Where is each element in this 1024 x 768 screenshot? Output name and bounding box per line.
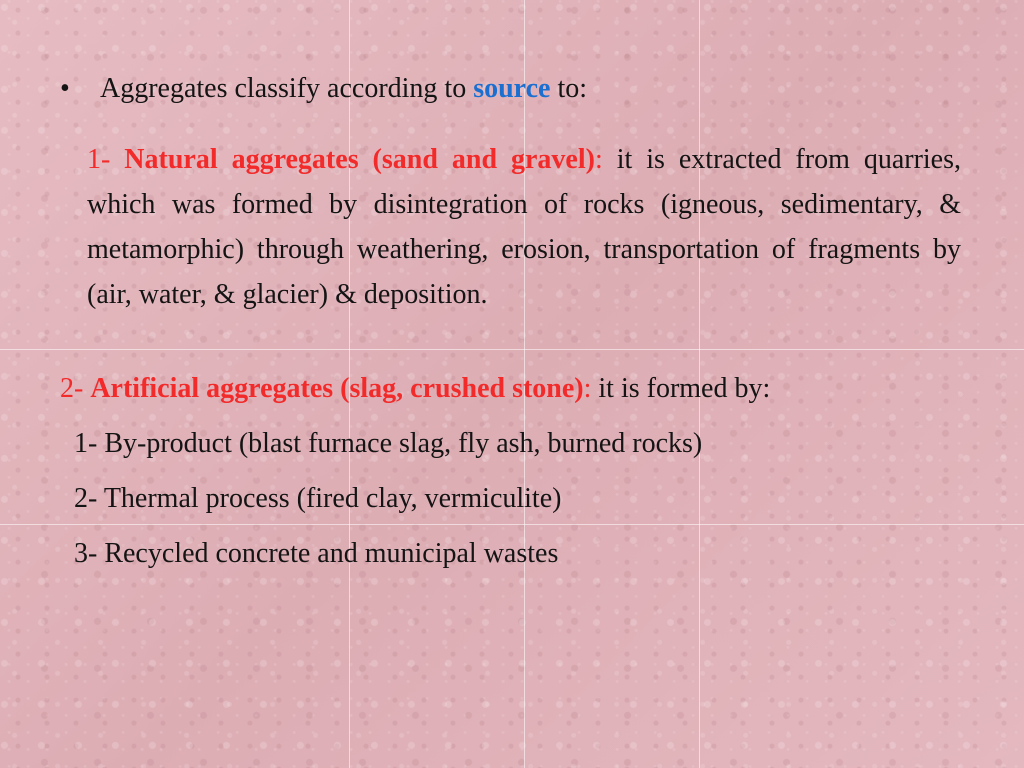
intro-highlight: source	[473, 73, 551, 104]
bullet-icon: •	[60, 73, 70, 104]
artificial-aggregates-line	[60, 370, 770, 408]
subitem-recycled: 3- Recycled concrete and municipal wastes	[74, 538, 559, 569]
natural-heading: Natural aggregates (sand and gravel)	[124, 144, 595, 175]
artificial-number: 2-	[60, 373, 91, 404]
artificial-text: it is formed by:	[591, 373, 771, 404]
intro-suffix: to:	[550, 73, 588, 104]
artificial-colon: :	[583, 373, 592, 404]
subitem-by-product: 1- By-product (blast furnace slag, fly ash, burned rocks)	[74, 428, 703, 459]
natural-aggregates-paragraph	[87, 137, 961, 317]
natural-number: 1-	[87, 144, 125, 175]
subitem-thermal-process: 2- Thermal process (fired clay, vermiculite)	[74, 483, 562, 514]
natural-colon: :	[594, 144, 603, 175]
artificial-heading: Artificial aggregates (slag, crushed stone)	[90, 373, 584, 404]
intro-line	[60, 70, 587, 108]
natural-text: it is extracted from quarries, which was formed by disintegration of rocks (igneous, sedimentary, & metamorphic) through weathering, erosion, transportation of fragments by (air, water, & glacier) & deposition.	[87, 144, 961, 310]
intro-prefix: Aggregates classify according to	[100, 73, 474, 104]
